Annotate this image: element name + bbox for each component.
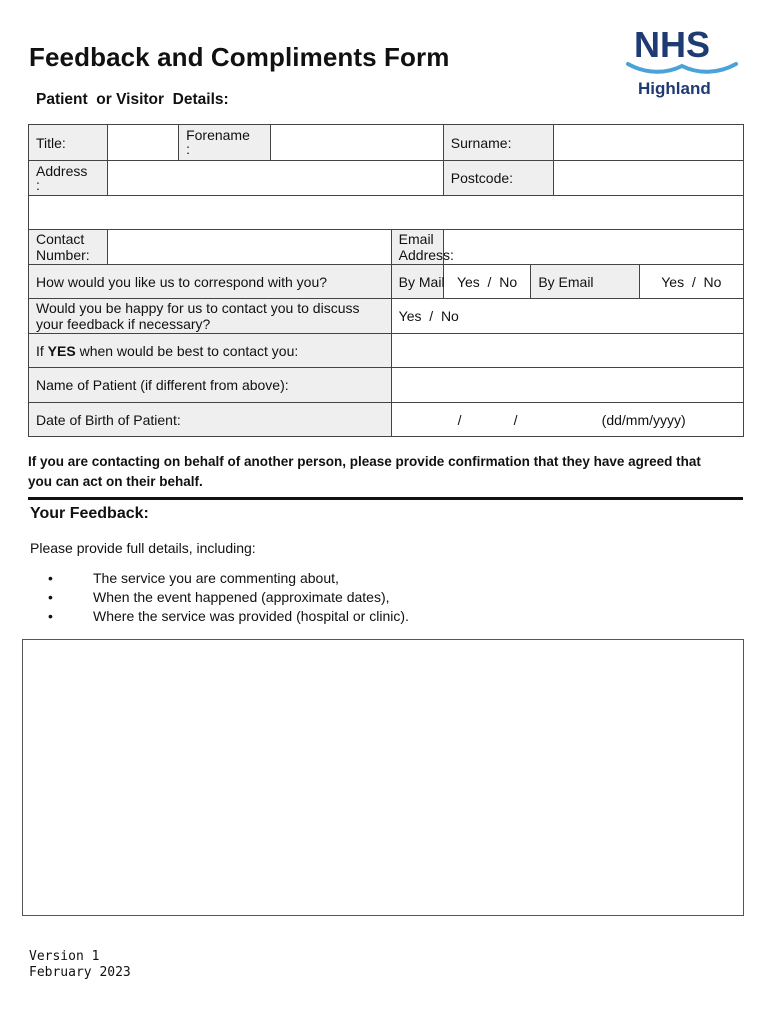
contact-number-label: Contact Number:: [29, 230, 108, 265]
forename-field[interactable]: [270, 125, 443, 161]
email-field[interactable]: [443, 230, 743, 265]
best-time-prefix: If: [36, 342, 48, 359]
feedback-heading: Your Feedback:: [30, 505, 149, 522]
dob-format-hint: (dd/mm/yyyy): [601, 412, 686, 428]
list-item-text: When the event happened (approximate dates),: [93, 589, 390, 605]
feedback-intro: Please provide full details, including:: [30, 540, 256, 556]
by-email-label: By Email: [531, 265, 639, 299]
behalf-notice: If you are contacting on behalf of another person, please provide confirmation that they have agreed that you can act on their behalf.: [28, 454, 701, 489]
version-label: Version 1: [29, 949, 100, 964]
correspond-question: How would you like us to correspond with you?: [29, 265, 392, 299]
patient-name-field[interactable]: [391, 368, 743, 403]
contact-number-field[interactable]: [108, 230, 391, 265]
postcode-label: Postcode:: [443, 161, 553, 196]
by-email-yes-no[interactable]: Yes / No: [639, 265, 743, 299]
by-mail-yes-no[interactable]: Yes / No: [443, 265, 531, 299]
dob-separator-1: /: [457, 412, 462, 428]
address-continued-field[interactable]: [29, 196, 744, 230]
dob-separator-2: /: [513, 412, 518, 428]
title-field[interactable]: [108, 125, 179, 161]
bullet-icon: •: [48, 608, 53, 624]
patient-name-label: Name of Patient (if different from above):: [29, 368, 392, 403]
address-label: Address :: [29, 161, 108, 196]
feedback-textarea[interactable]: [22, 639, 744, 916]
best-time-question: [29, 334, 392, 368]
email-label: Email Address:: [391, 230, 443, 265]
logo-region-text: Highland: [638, 79, 711, 98]
contact-consent-question: Would you be happy for us to contact you to discuss your feedback if necessary?: [29, 299, 392, 334]
bullet-icon: •: [48, 570, 53, 586]
section-divider: [28, 497, 743, 500]
by-mail-label: By Mail: [391, 265, 443, 299]
section-subtitle: Patient or Visitor Details:: [36, 91, 229, 108]
list-item-text: The service you are commenting about,: [93, 570, 339, 586]
dob-field[interactable]: [391, 403, 743, 437]
postcode-field[interactable]: [554, 161, 744, 196]
page-title: Feedback and Compliments Form: [29, 42, 450, 72]
best-time-yes: YES: [47, 342, 76, 359]
wave-icon: [626, 58, 738, 78]
best-time-field[interactable]: [391, 334, 743, 368]
logo-org-text: NHS: [634, 24, 711, 65]
list-item-text: Where the service was provided (hospital or clinic).: [93, 608, 409, 624]
forename-label: Forename :: [179, 125, 271, 161]
version-date: February 2023: [29, 965, 131, 980]
surname-label: Surname:: [443, 125, 553, 161]
best-time-suffix: when would be best to contact you:: [75, 342, 299, 359]
patient-details-table: [28, 124, 744, 437]
bullet-icon: •: [48, 589, 53, 605]
contact-consent-yes-no[interactable]: Yes / No: [391, 299, 743, 334]
surname-field[interactable]: [554, 125, 744, 161]
dob-label: Date of Birth of Patient:: [29, 403, 392, 437]
address-field[interactable]: [108, 161, 444, 196]
nhs-logo: [622, 24, 742, 104]
title-label: Title:: [29, 125, 108, 161]
version-footer: [29, 949, 131, 981]
